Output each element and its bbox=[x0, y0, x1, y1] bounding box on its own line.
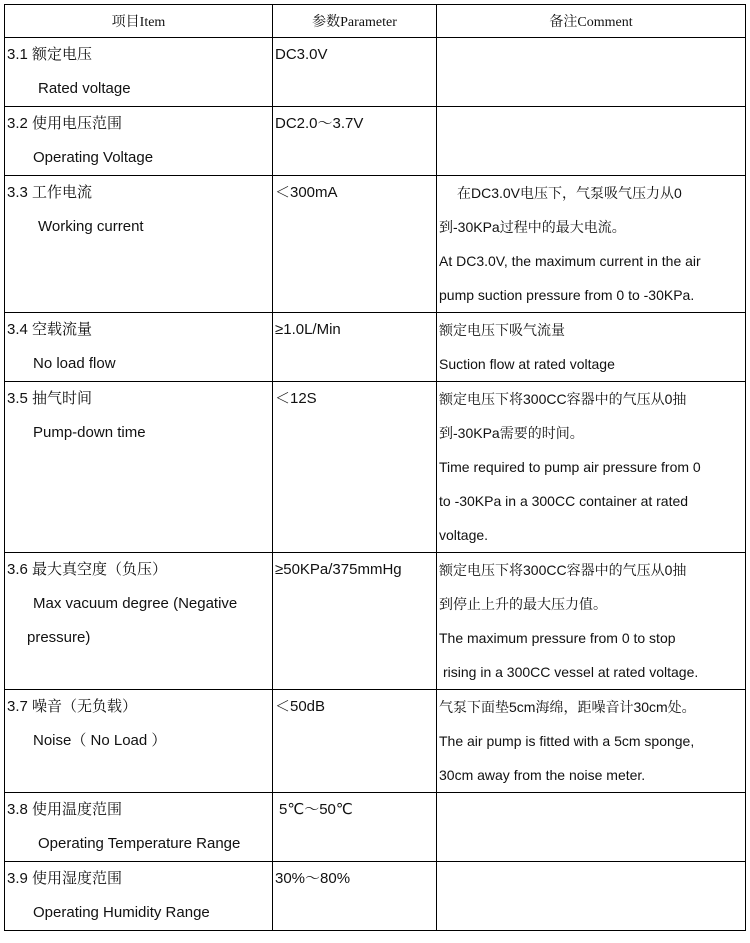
item-cn: 3.2 使用电压范围 bbox=[7, 115, 123, 132]
comment-line: 在DC3.0V电压下，气泵吸气压力从0 bbox=[457, 185, 682, 201]
table-row bbox=[5, 107, 746, 176]
comment-line: 到停止上升的最大压力值。 bbox=[439, 596, 607, 612]
comment-cell bbox=[437, 553, 746, 690]
item-cell bbox=[5, 862, 273, 931]
parameter-cell bbox=[273, 793, 437, 862]
item-cn: 3.4 空载流量 bbox=[7, 321, 93, 338]
item-cn: 3.3 工作电流 bbox=[7, 184, 93, 201]
header-row bbox=[5, 5, 746, 38]
item-en: Rated voltage bbox=[38, 80, 131, 97]
table-row bbox=[5, 553, 746, 690]
comment-cell bbox=[437, 382, 746, 553]
comment-line: 额定电压下将300CC容器中的气压从0抽 bbox=[439, 562, 687, 578]
item-cell bbox=[5, 553, 273, 690]
parameter-cell bbox=[273, 690, 437, 793]
comment-cell bbox=[437, 313, 746, 382]
item-en: Working current bbox=[38, 218, 144, 235]
comment-cell bbox=[437, 107, 746, 176]
comment-line: Time required to pump air pressure from 0 bbox=[439, 459, 701, 475]
parameter-cell bbox=[273, 553, 437, 690]
item-cn: 3.6 最大真空度（负压） bbox=[7, 561, 168, 578]
comment-cell bbox=[437, 690, 746, 793]
parameter-value: ＜300mA bbox=[275, 184, 338, 201]
item-en: Operating Humidity Range bbox=[33, 904, 210, 921]
header-item: 项目Item bbox=[5, 5, 273, 38]
parameter-cell bbox=[273, 38, 437, 107]
comment-line: to -30KPa in a 300CC container at rated bbox=[439, 493, 689, 509]
spec-table bbox=[4, 4, 746, 931]
comment-cell bbox=[437, 176, 746, 313]
item-cn: 3.5 抽气时间 bbox=[7, 390, 93, 407]
comment-line: The maximum pressure from 0 to stop bbox=[439, 630, 676, 646]
comment-line: 到-30KPa需要的时间。 bbox=[439, 425, 584, 441]
item-cell bbox=[5, 690, 273, 793]
item-cell bbox=[5, 107, 273, 176]
item-en-continued: pressure) bbox=[27, 629, 91, 646]
comment-line: 额定电压下吸气流量 bbox=[439, 322, 565, 338]
item-en: Operating Voltage bbox=[33, 149, 154, 166]
comment-line: The air pump is fitted with a 5cm sponge, bbox=[439, 733, 695, 749]
comment-line: voltage. bbox=[439, 527, 489, 543]
table-row bbox=[5, 793, 746, 862]
table-row bbox=[5, 313, 746, 382]
item-cn: 3.9 使用湿度范围 bbox=[7, 870, 123, 887]
table-row bbox=[5, 176, 746, 313]
comment-cell bbox=[437, 38, 746, 107]
parameter-value: ≥1.0L/Min bbox=[275, 321, 341, 338]
comment-line: rising in a 300CC vessel at rated voltage. bbox=[443, 664, 699, 680]
parameter-cell bbox=[273, 107, 437, 176]
item-en: Pump-down time bbox=[33, 424, 146, 441]
parameter-value: ＜12S bbox=[275, 390, 317, 407]
comment-line: At DC3.0V, the maximum current in the air bbox=[439, 253, 701, 269]
parameter-value: DC3.0V bbox=[275, 46, 328, 63]
item-cn: 3.7 噪音（无负载） bbox=[7, 698, 138, 715]
parameter-value: ＜50dB bbox=[275, 698, 326, 715]
comment-cell bbox=[437, 862, 746, 931]
item-cell bbox=[5, 38, 273, 107]
comment-line: 到-30KPa过程中的最大电流。 bbox=[439, 219, 626, 235]
item-cell bbox=[5, 793, 273, 862]
item-cn: 3.1 额定电压 bbox=[7, 46, 93, 63]
comment-cell bbox=[437, 793, 746, 862]
table-row bbox=[5, 862, 746, 931]
comment-line: Suction flow at rated voltage bbox=[439, 356, 615, 372]
table-row bbox=[5, 690, 746, 793]
parameter-cell bbox=[273, 862, 437, 931]
parameter-value: DC2.0～3.7V bbox=[275, 115, 364, 132]
parameter-value: ≥50KPa/375mmHg bbox=[275, 561, 402, 578]
item-en: No load flow bbox=[33, 355, 116, 372]
comment-line: pump suction pressure from 0 to -30KPa. bbox=[439, 287, 695, 303]
parameter-cell bbox=[273, 313, 437, 382]
comment-line: 30cm away from the noise meter. bbox=[439, 767, 646, 783]
table-row bbox=[5, 38, 746, 107]
comment-line: 气泵下面垫5cm海绵，距噪音计30cm处。 bbox=[439, 699, 696, 715]
parameter-value: 5℃～50℃ bbox=[279, 801, 353, 818]
parameter-cell bbox=[273, 382, 437, 553]
header-parameter: 参数Parameter bbox=[273, 5, 437, 38]
item-en: Noise（ No Load ） bbox=[33, 732, 167, 749]
item-cn: 3.8 使用温度范围 bbox=[7, 801, 123, 818]
item-cell bbox=[5, 313, 273, 382]
parameter-value: 30%～80% bbox=[275, 870, 351, 887]
comment-line: 额定电压下将300CC容器中的气压从0抽 bbox=[439, 391, 687, 407]
item-en: Operating Temperature Range bbox=[38, 835, 241, 852]
table-row bbox=[5, 382, 746, 553]
header-comment: 备注Comment bbox=[437, 5, 746, 38]
item-cell bbox=[5, 382, 273, 553]
parameter-cell bbox=[273, 176, 437, 313]
item-cell bbox=[5, 176, 273, 313]
item-en: Max vacuum degree (Negative bbox=[33, 595, 238, 612]
